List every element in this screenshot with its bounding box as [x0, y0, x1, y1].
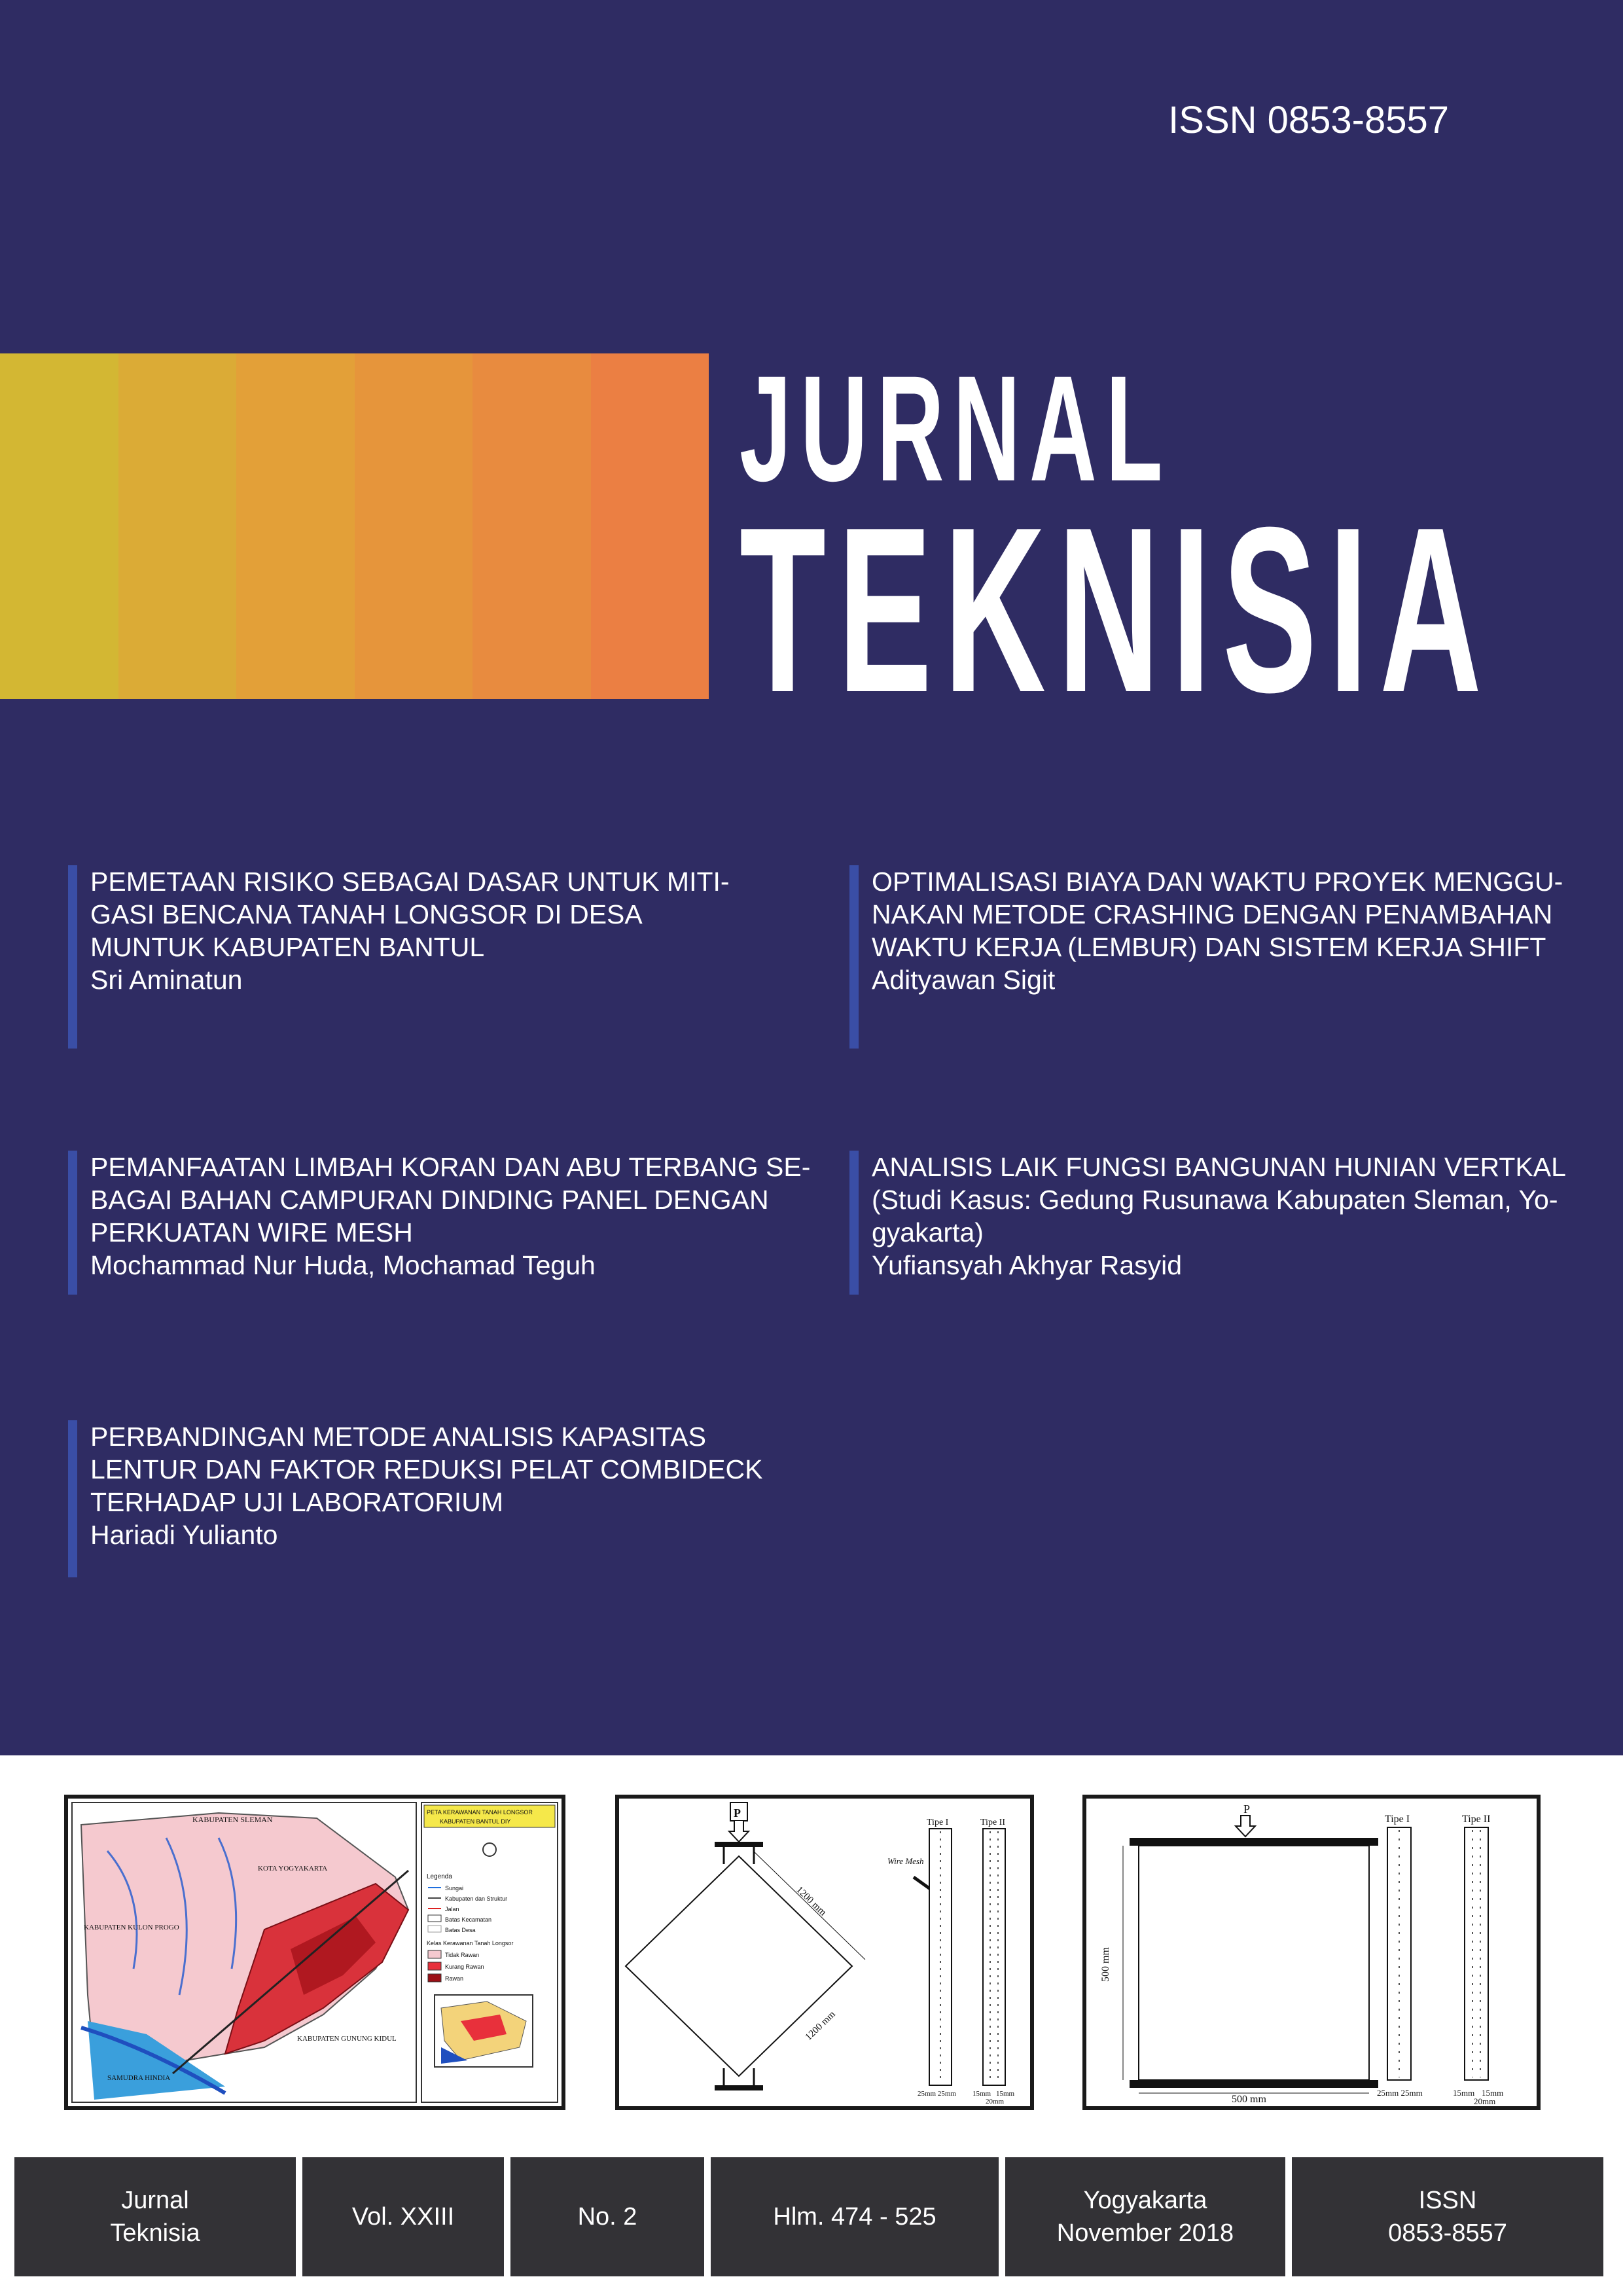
type1-label: Tipe I [1385, 1814, 1410, 1825]
article-title: ANALISIS LAIK FUNGSI BANGUNAN HUNIAN VERTKAL (Studi Kasus: Gedung Rusunawa Kabupaten Sleman, Yo- gyakarta) [872, 1152, 1566, 1247]
stripe-6 [591, 353, 709, 699]
place-sleman: KABUPATEN SLEMAN [192, 1815, 273, 1824]
article-title: PERBANDINGAN METODE ANALISIS KAPASITAS LENTUR DAN FAKTOR REDUKSI PELAT COMBIDECK TERHADAP UJI LABORATORIUM [90, 1422, 763, 1517]
color-stripes [0, 353, 709, 699]
article-3[interactable] [68, 1151, 863, 1295]
class-item: Kurang Rawan [445, 1964, 484, 1970]
diamond-panel-figure [615, 1795, 1034, 2110]
stripe-2 [118, 353, 237, 699]
article-1[interactable] [68, 865, 849, 1049]
dim-label: 1200 mm [794, 1884, 829, 1918]
map-class-heading: Kelas Kerawanan Tanah Longsor [427, 1940, 514, 1946]
load-label: P [734, 1806, 741, 1820]
footer-pages-text: Hlm. 474 - 525 [773, 2203, 936, 2231]
class-item: Tidak Rawan [445, 1952, 480, 1958]
load-label: P [1243, 1803, 1251, 1816]
article-accent-bar [849, 1151, 859, 1295]
width-label: 500 mm [1232, 2094, 1266, 2105]
footer-journal [14, 2157, 296, 2276]
square-panel-figure [1082, 1795, 1541, 2110]
article-accent-bar [68, 1151, 77, 1295]
dim-bottom: 15mm [1453, 2088, 1475, 2098]
landslide-map-svg [68, 1799, 562, 2106]
dim-bottom: 25mm 25mm [1377, 2088, 1423, 2098]
legend-item: Jalan [445, 1906, 459, 1912]
footer-place-date [1005, 2157, 1285, 2276]
article-author: Yufiansyah Akhyar Rasyid [872, 1250, 1183, 1280]
article-author: Hariadi Yulianto [90, 1520, 278, 1550]
article-accent-bar [849, 865, 859, 1049]
stripe-3 [236, 353, 355, 699]
place-gunung-kidul: KABUPATEN GUNUNG KIDUL [297, 2035, 397, 2043]
footer-date: November 2018 [1056, 2219, 1234, 2247]
article-title: OPTIMALISASI BIAYA DAN WAKTU PROYEK MENGGU- NAKAN METODE CRASHING DENGAN PENAMBAHAN WAKTU KERJA (LEMBUR) DAN SISTEM KERJA SHIFT [872, 867, 1563, 962]
stripe-5 [473, 353, 591, 699]
landslide-map-figure [64, 1795, 565, 2110]
dim-bottom: 15mm [996, 2090, 1015, 2098]
place-kulon-progo: KABUPATEN KULON PROGO [84, 1924, 179, 1931]
load-arrow-icon [729, 1821, 749, 1842]
dim-bottom2: 20mm [1474, 2096, 1496, 2106]
legend-item: Kabupaten dan Struktur [445, 1895, 508, 1902]
load-arrow-icon [1236, 1816, 1255, 1837]
legend-item: Sungai [445, 1885, 464, 1892]
legend-item: Batas Kecamatan [445, 1916, 492, 1923]
type2-label: Tipe II [980, 1818, 1005, 1827]
article-author: Adityawan Sigit [872, 965, 1056, 995]
article-2[interactable] [849, 865, 1623, 1049]
dim-bottom: 15mm [972, 2090, 991, 2098]
map-legend-subtitle: KABUPATEN BANTUL DIY [440, 1818, 511, 1825]
article-accent-bar [68, 865, 77, 1049]
footer-issn-value: 0853-8557 [1388, 2219, 1507, 2247]
issn-top: ISSN 0853-8557 [1168, 99, 1449, 141]
article-5[interactable] [68, 1420, 863, 1577]
article-title: PEMANFAATAN LIMBAH KORAN DAN ABU TERBANG SE- BAGAI BAHAN CAMPURAN DINDING PANEL DENGAN PERKUATAN WIRE MESH [90, 1152, 811, 1247]
square-panel [1139, 1846, 1369, 2080]
map-legend-heading: Legenda [427, 1873, 452, 1880]
map-legend-title: PETA KERAWANAN TANAH LONGSOR [427, 1809, 533, 1816]
place-yogyakarta: KOTA YOGYAKARTA [258, 1865, 328, 1873]
journal-title-line1: JURNAL [740, 344, 1172, 512]
place-samudra: SAMUDRA HINDIA [107, 2074, 171, 2082]
article-accent-bar [68, 1420, 77, 1577]
mesh-type1 [929, 1829, 952, 2085]
diamond-panel-svg [619, 1799, 1030, 2106]
stripe-1 [0, 353, 118, 699]
dim-label: 1200 mm [803, 2009, 838, 2043]
footer-issn-label: ISSN [1418, 2187, 1477, 2214]
stripe-4 [355, 353, 473, 699]
height-label: 500 mm [1100, 1947, 1111, 1982]
wire-mesh-label: Wire Mesh [887, 1856, 924, 1866]
footer-number [510, 2157, 704, 2276]
footer-volume [302, 2157, 504, 2276]
dim-bottom: 25mm 25mm [918, 2090, 956, 2098]
footer-place: Yogyakarta [1083, 2187, 1207, 2214]
type2-label: Tipe II [1462, 1814, 1491, 1825]
footer-volume-text: Vol. XXIII [351, 2203, 455, 2231]
journal-title-line2: TEKNISIA [740, 478, 1494, 742]
article-4[interactable] [849, 1151, 1623, 1295]
dim-bottom2: 20mm [986, 2098, 1005, 2106]
article-title: PEMETAAN RISIKO SEBAGAI DASAR UNTUK MITI- GASI BENCANA TANAH LONGSOR DI DESA MUNTUK KABUPATEN BANTUL [90, 867, 730, 962]
footer-journal-line1: Jurnal [121, 2187, 189, 2214]
footer-number-text: No. 2 [577, 2203, 637, 2231]
footer-pages [711, 2157, 999, 2276]
footer-journal-line2: Teknisia [110, 2219, 200, 2247]
mesh-type2 [1465, 1827, 1488, 2080]
square-panel-svg [1086, 1799, 1537, 2106]
footer-issn [1292, 2157, 1603, 2276]
dim-bottom: 15mm [1482, 2088, 1504, 2098]
type1-label: Tipe I [927, 1818, 949, 1827]
article-author: Sri Aminatun [90, 965, 243, 995]
diamond-panel [626, 1856, 852, 2076]
legend-item: Batas Desa [445, 1927, 476, 1933]
article-author: Mochammad Nur Huda, Mochamad Teguh [90, 1250, 596, 1280]
class-item: Rawan [445, 1975, 464, 1982]
mesh-type2 [983, 1829, 1005, 2085]
